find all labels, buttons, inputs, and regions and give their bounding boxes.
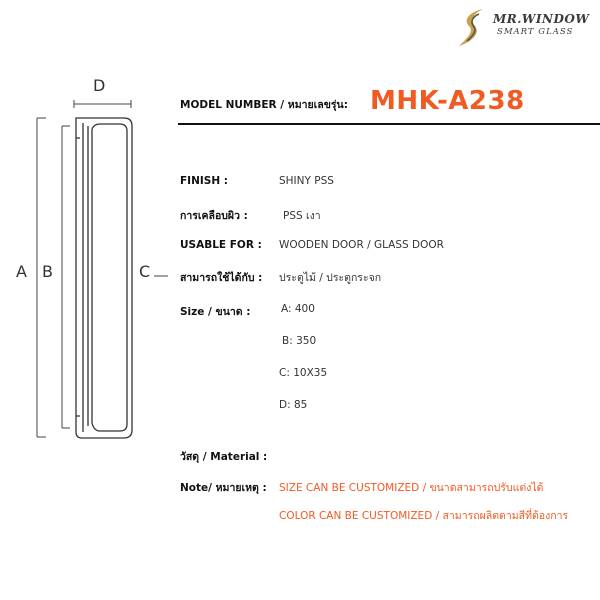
material-label: วัสดุ / Material : bbox=[180, 451, 268, 463]
handle-profile bbox=[76, 118, 132, 438]
handle-drawing bbox=[0, 60, 175, 460]
usable-for-value: WOODEN DOOR / GLASS DOOR bbox=[279, 239, 444, 251]
model-number-label: MODEL NUMBER / หมายเลขรุ่น: bbox=[180, 99, 348, 111]
brand-tagline: SMART GLASS bbox=[497, 27, 574, 37]
usable-th-value: ประตูไม้ / ประตูกระจก bbox=[279, 272, 382, 284]
dimension-a-label: A bbox=[16, 262, 27, 281]
finish-value: SHINY PSS bbox=[279, 175, 334, 187]
size-label: Size / ขนาด : bbox=[180, 306, 251, 318]
finish-label: FINISH : bbox=[180, 175, 228, 187]
dimension-b-bracket bbox=[62, 126, 70, 428]
dimension-d-bracket bbox=[74, 100, 131, 108]
dimension-d-label: D bbox=[93, 76, 106, 95]
note-label: Note/ หมายเหตุ : bbox=[180, 482, 267, 494]
header-divider bbox=[178, 123, 600, 125]
size-c-value: C: 10X35 bbox=[279, 367, 328, 379]
usable-th-label: สามารถใช้ได้กับ : bbox=[180, 272, 263, 284]
note-color-customized: COLOR CAN BE CUSTOMIZED / สามารถผลิตตามสีที่ต้องการ bbox=[279, 510, 569, 522]
note-size-customized: SIZE CAN BE CUSTOMIZED / ขนาดสามารถปรับแต่งได้ bbox=[279, 482, 544, 494]
finish-th-value: PSS เงา bbox=[283, 210, 321, 222]
size-a-value: A: 400 bbox=[281, 303, 315, 315]
usable-for-label: USABLE FOR : bbox=[180, 239, 262, 251]
brand-name: MR.WINDOW bbox=[493, 12, 590, 26]
brand-logo bbox=[455, 6, 595, 50]
brand-swoosh-icon bbox=[455, 6, 495, 50]
model-number-value: MHK-A238 bbox=[370, 86, 525, 116]
finish-th-label: การเคลือบผิว : bbox=[180, 210, 248, 222]
dimension-b-label: B bbox=[42, 262, 53, 281]
dimension-c-label: C bbox=[139, 262, 151, 281]
size-b-value: B: 350 bbox=[282, 335, 317, 347]
size-d-value: D: 85 bbox=[279, 399, 308, 411]
